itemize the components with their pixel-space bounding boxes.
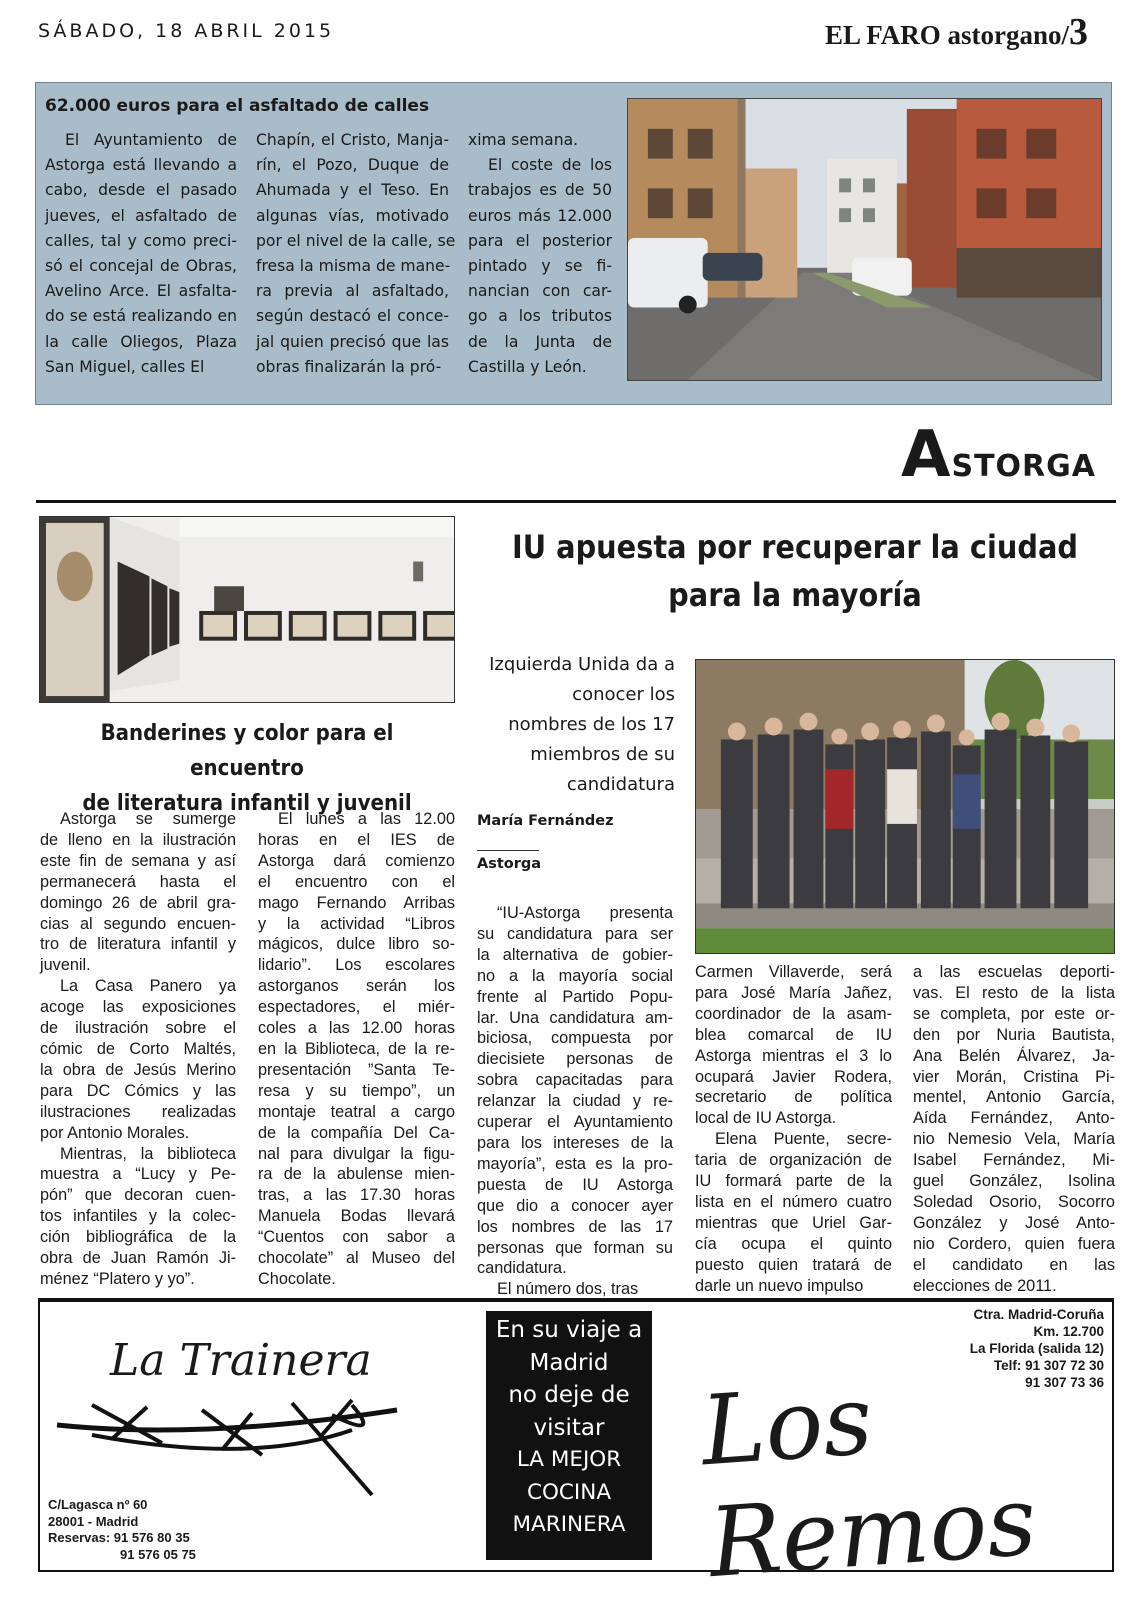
text-line: juvenil.	[40, 956, 91, 975]
text-line: astorganos serán los	[258, 977, 455, 996]
text-line: xima semana.	[468, 131, 579, 149]
text-line: ción bibliográfica de la	[40, 1228, 236, 1247]
text-line: La Casa Panero ya	[60, 977, 236, 996]
iu-column-2	[695, 962, 892, 1297]
text-line: El coste de los	[488, 156, 612, 175]
text-line: Astorga se sumerge	[60, 810, 236, 828]
text-line: local de IU Astorga.	[695, 1109, 837, 1128]
la-trainera-logo: La Trainera	[110, 1335, 372, 1386]
author-byline: María Fernández	[477, 813, 614, 829]
text-line: En su viaje a	[495, 1317, 643, 1343]
text-line: tos infantiles y la colec-	[40, 1207, 236, 1226]
iu-column-1	[477, 903, 673, 1300]
text-line: el encuentro con el	[258, 872, 455, 891]
text-line: personas que forman su	[477, 1238, 673, 1257]
text-line: conocer los	[572, 684, 675, 705]
dateline-place: Astorga	[477, 856, 542, 872]
text-line: jueves, el asfaltado de	[45, 206, 237, 225]
text-line: la obra de Jesús Merino	[40, 1060, 236, 1079]
text-line: San Miguel, calles El	[45, 357, 205, 376]
text-line: obra de Juan Ramón Ji-	[40, 1249, 236, 1268]
text-line: trabajos es de 50	[468, 181, 612, 200]
text-line: presentación ”Santa Te-	[258, 1060, 455, 1079]
text-line: Madrid	[529, 1349, 609, 1376]
text-line: pón” que decoran cuen-	[40, 1186, 236, 1205]
asphalt-column-2	[256, 128, 456, 380]
text-line: “IU-Astorga presenta	[497, 904, 673, 922]
section-rule	[36, 500, 1116, 503]
text-line: de la compañía Del Ca-	[258, 1123, 455, 1142]
text-line: acoge las exposiciones	[40, 998, 236, 1017]
text-line: vas. El resto de la lista	[913, 983, 1115, 1002]
text-line: que dio a conocer ayer	[477, 1196, 673, 1215]
text-line: relanzar la ciudad y re-	[477, 1092, 673, 1111]
text-line: Astorga está llevando a	[45, 156, 237, 175]
text-line: puesta de IU Astorga	[477, 1175, 673, 1194]
text-line: mago Fernando Arribas	[258, 893, 455, 912]
text-line: fresa la misma de mane-	[256, 257, 451, 276]
text-line: ménez “Platero y yo”.	[40, 1269, 195, 1288]
text-line: de lleno en la ilustración	[40, 830, 236, 849]
street-photo	[627, 98, 1102, 381]
text-line: blea comarcal de IU	[695, 1025, 892, 1044]
text-line: candidatura	[566, 774, 675, 795]
text-line: Elena Puente, secre-	[715, 1130, 892, 1149]
text-line: muestra a “Lucy y Pe-	[40, 1165, 236, 1184]
text-line: darle un nuevo impulso	[695, 1276, 864, 1295]
text-line: coles a las 12.00 horas	[258, 1019, 455, 1038]
text-line: só el concejal de Obras,	[45, 257, 237, 276]
text-line: algunas vías, motivado	[256, 206, 449, 225]
boat-logo-drawing	[52, 1395, 442, 1500]
text-line: por Antonio Morales.	[40, 1123, 190, 1142]
text-line: tro de literatura infantil y	[40, 935, 236, 954]
text-line: El número dos, tras	[497, 1280, 639, 1299]
asphalt-column-1	[45, 128, 237, 380]
text-line: nio Cordero, quien fuera	[913, 1234, 1115, 1253]
text-line: ra previa al asfaltado,	[256, 282, 449, 301]
paper-name: EL FARO astorgano/	[824, 20, 1069, 50]
text-line: ra de la abulense mien-	[258, 1165, 455, 1184]
trainera-street: C/Lagasca nº 60	[48, 1497, 148, 1512]
los-remos-logo: Los Remos	[697, 1363, 1040, 1600]
text-line: jal quien precisó que las	[256, 332, 449, 351]
iu-column-3	[913, 962, 1115, 1297]
text-line: nombres de los 17	[508, 714, 675, 735]
text-line: visitar	[533, 1414, 605, 1441]
text-line: espectadores, el miér-	[258, 998, 455, 1017]
text-line: pintado y se fi-	[468, 257, 612, 276]
text-line: La Florida (salida 12)	[969, 1341, 1104, 1356]
text-line: rín, el Pozo, Duque de	[256, 156, 449, 175]
iu-headline-line-1: IU apuesta por recuperar la ciudad	[512, 528, 1078, 566]
trainera-phone: Reservas: 91 576 80 35	[48, 1530, 190, 1545]
text-line: cias al segundo encuen-	[40, 914, 236, 933]
trainera-phone-2: 91 576 05 75	[120, 1546, 196, 1562]
text-line: permanecerá hasta el	[40, 872, 236, 891]
text-line: Chocolate.	[258, 1269, 336, 1288]
text-line: tras, a las 17.30 horas	[258, 1186, 455, 1205]
text-line: González y José Anto-	[913, 1213, 1115, 1232]
text-line: domingo 26 de abril gra-	[40, 893, 236, 912]
text-line: lar. Una candidatura am-	[477, 1008, 673, 1027]
text-line: den por Nuria Bautista,	[913, 1025, 1115, 1044]
asphalt-column-3	[468, 128, 612, 380]
text-line: nio Nemesio Vela, María	[913, 1130, 1115, 1149]
text-line: 91 307 73 36	[1025, 1375, 1104, 1390]
text-line: Telf: 91 307 72 30	[993, 1358, 1104, 1373]
text-line: este fin de semana y así	[40, 851, 236, 870]
text-line: mentel, Antonio García,	[913, 1088, 1115, 1107]
text-line: cuperar el Ayuntamiento	[477, 1113, 673, 1132]
advert-slogan-box	[486, 1311, 652, 1560]
text-line: Isabel Fernández, Mi-	[913, 1151, 1115, 1170]
text-line: para José María Jañez,	[695, 983, 892, 1002]
text-line: cía ocupa el quinto	[695, 1234, 892, 1253]
text-line: MARINERA	[512, 1512, 626, 1537]
banderines-column-1	[40, 809, 236, 1290]
text-line: diecisiete personas de	[477, 1050, 673, 1069]
text-line: resa y su tiempo”, un	[258, 1081, 455, 1100]
text-line: vier Morán, Cristina Pi-	[913, 1067, 1115, 1086]
text-line: ilustraciones realizadas	[40, 1102, 236, 1121]
text-line: puesto quien tratará de	[695, 1255, 892, 1274]
text-line: su candidatura para ser	[477, 924, 673, 943]
text-line: lista en el número cuatro	[695, 1192, 892, 1211]
masthead	[825, 10, 1088, 54]
text-line: cabo, desde el pasado	[45, 181, 237, 200]
la-trainera-address	[48, 1497, 196, 1563]
iu-headline-line-2: para la mayoría	[668, 576, 922, 614]
text-line: nal para divulgar la figu-	[258, 1144, 455, 1163]
text-line: no deje de	[508, 1382, 630, 1408]
text-line: frente al Partido Popu-	[477, 987, 673, 1006]
text-line: sobra capacitadas para	[477, 1071, 673, 1090]
text-line: se completa, por este or-	[913, 1004, 1115, 1023]
text-line: cómic de Corto Maltés,	[40, 1039, 236, 1058]
text-line: calles, tal y como preci-	[45, 231, 237, 250]
text-line: COCINA	[526, 1479, 612, 1505]
text-line: miembros de su	[530, 744, 675, 765]
banderines-headline	[60, 716, 434, 821]
text-line: coordinador de la asam-	[695, 1004, 892, 1023]
byline-divider	[477, 850, 539, 851]
banderines-headline-line-2: de literatura infantil y juvenil	[82, 791, 412, 816]
section-label	[900, 418, 1096, 492]
text-line: no a la mayoría social	[477, 966, 673, 985]
text-line: Km. 12.700	[1033, 1324, 1104, 1339]
text-line: de la Junta de	[468, 332, 612, 351]
text-line: por el nivel de la calle, se	[256, 231, 456, 250]
text-line: Aída Fernández, Anto-	[913, 1109, 1115, 1128]
text-line: para los intereses de la	[477, 1133, 673, 1152]
section-rest: STORGA	[951, 449, 1096, 484]
text-line: Manuela Bodas llevará	[258, 1207, 455, 1226]
text-line: secretario de política	[695, 1088, 892, 1107]
text-line: de ilustración sobre el	[40, 1019, 236, 1038]
text-line: según destacó el conce-	[256, 307, 449, 326]
text-line: montaje teatral a cargo	[258, 1102, 455, 1121]
text-line: a las escuelas deporti-	[913, 963, 1115, 981]
text-line: guel González, Isolina	[913, 1172, 1115, 1191]
text-line: “Cuentos con sabor a	[258, 1228, 455, 1247]
text-line: la alternativa de gobier-	[477, 945, 673, 964]
text-line: do se está realizando en	[45, 307, 237, 326]
text-line: Soledad Osorio, Socorro	[913, 1192, 1115, 1211]
text-line: mágicos, dulce libro so-	[258, 935, 455, 954]
text-line: Ana Belén Álvarez, Ja-	[913, 1046, 1115, 1065]
text-line: Ahumada y el Teso. En	[256, 181, 449, 200]
page-number: 3	[1069, 11, 1088, 53]
text-line: obras finalizarán la pró-	[256, 357, 442, 376]
text-line: Ctra. Madrid-Coruña	[973, 1307, 1104, 1322]
text-line: go a los tributos	[468, 307, 612, 326]
text-line: candidatura.	[477, 1259, 567, 1278]
banderines-column-2	[258, 809, 455, 1290]
text-line: Astorga mientras el 3 lo	[695, 1046, 892, 1065]
text-line: Astorga dará comienzo	[258, 851, 455, 870]
text-line: el candidato en las	[913, 1255, 1115, 1274]
issue-date: SÁBADO, 18 ABRIL 2015	[38, 20, 335, 42]
text-line: biciosa, compuesta por	[477, 1029, 673, 1048]
text-line: y la actividad “Libros	[258, 914, 455, 933]
iu-subheadline	[475, 650, 675, 800]
trainera-city: 28001 - Madrid	[48, 1513, 139, 1529]
text-line: mayoría”, esta es la pro-	[477, 1154, 673, 1173]
text-line: euros más 12.000	[468, 206, 612, 225]
text-line: taria de organización de	[695, 1151, 892, 1170]
text-line: la calle Oliegos, Plaza	[45, 332, 237, 351]
iu-headline	[507, 523, 1083, 619]
text-line: los nombres de las 17	[477, 1217, 673, 1236]
text-line: lidario”. Los escolares	[258, 956, 455, 975]
text-line: Castilla y León.	[468, 357, 587, 376]
text-line: LA MEJOR	[516, 1447, 622, 1472]
text-line: para el posterior	[468, 231, 612, 250]
text-line: Avelino Arce. El asfalta-	[45, 282, 237, 301]
text-line: Mientras, la biblioteca	[60, 1144, 236, 1163]
text-line: nancian con car-	[468, 282, 612, 301]
text-line: en la Biblioteca, de la re-	[258, 1039, 455, 1058]
text-line: para DC Cómics y las	[40, 1081, 236, 1100]
exhibition-photo	[39, 516, 455, 703]
section-initial: A	[900, 418, 952, 492]
text-line: elecciones de 2011.	[913, 1276, 1057, 1295]
asphalt-headline: 62.000 euros para el asfaltado de calles	[45, 96, 430, 116]
text-line: ocupará Javier Rodera,	[695, 1067, 892, 1086]
text-line: Carmen Villaverde, será	[695, 963, 892, 981]
text-line: mientras que Uriel Gar-	[695, 1213, 892, 1232]
text-line: El Ayuntamiento de	[65, 131, 237, 149]
text-line: Izquierda Unida da a	[489, 654, 675, 675]
text-line: chocolate” al Museo del	[258, 1249, 455, 1268]
banderines-headline-line-1: Banderines y color para el encuentro	[100, 721, 394, 781]
text-line: horas en el IES de	[258, 830, 455, 849]
text-line: El lunes a las 12.00	[278, 810, 455, 828]
text-line: Chapín, el Cristo, Manja-	[256, 131, 449, 149]
text-line: IU formará parte de la	[695, 1172, 892, 1191]
candidates-group-photo	[695, 659, 1115, 954]
